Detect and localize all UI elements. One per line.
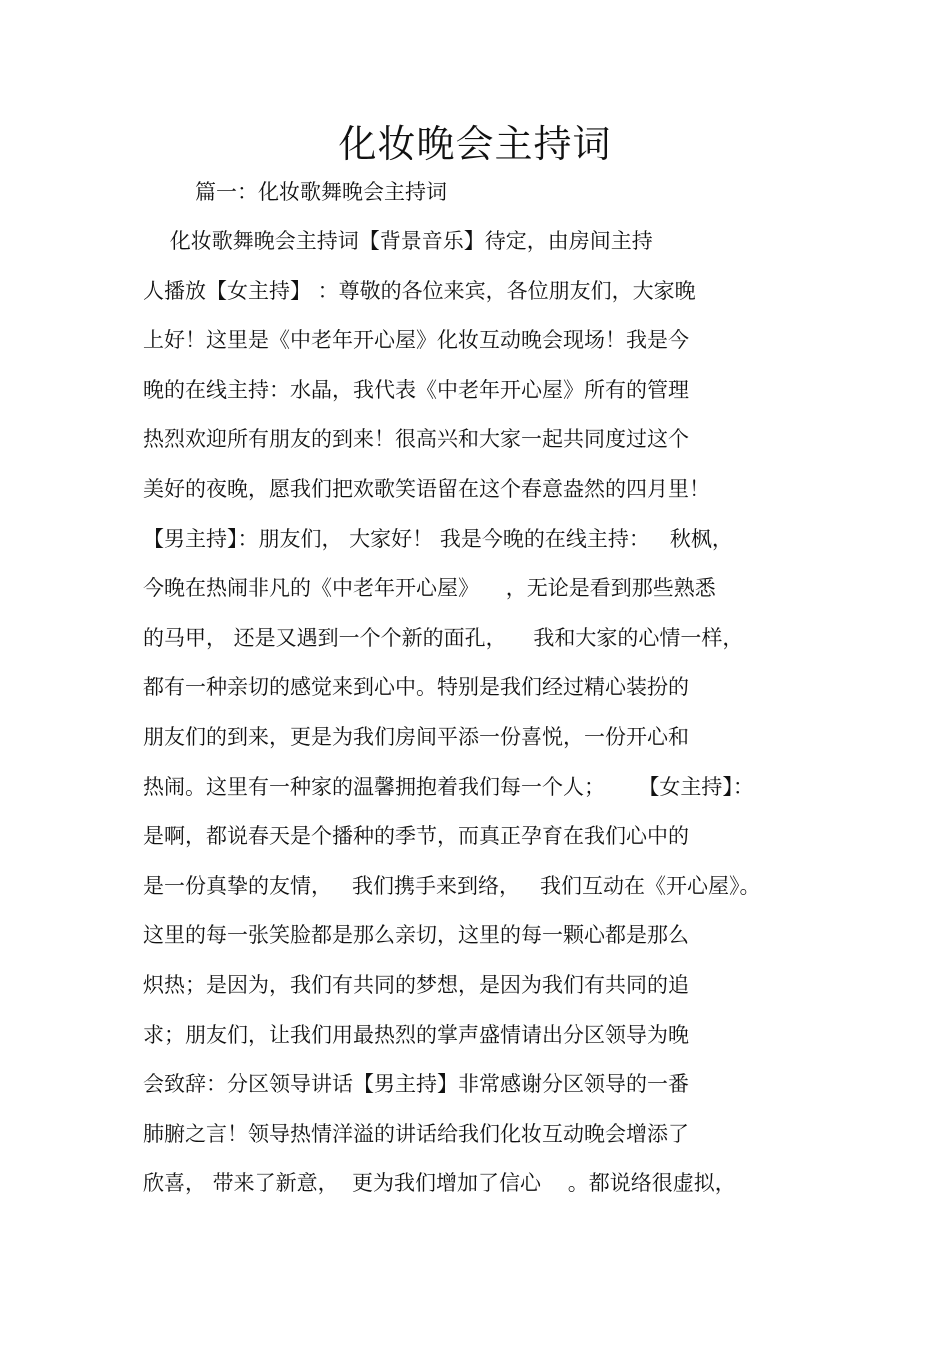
document-body — [143, 224, 823, 1216]
body-line: 是啊，都说春天是个播种的季节，而真正孕育在我们心中的 — [143, 824, 689, 849]
body-line: 朋友们的到来，更是为我们房间平添一份喜悦，一份开心和 — [143, 724, 689, 749]
document-subtitle: 篇一：化妆歌舞晚会主持词 — [195, 180, 447, 204]
body-line: 欣喜， 带来了新意， 更为我们增加了信心 。都说络很虚拟， — [143, 1171, 736, 1196]
body-line: 肺腑之言！领导热情洋溢的讲话给我们化妆互动晚会增添了 — [143, 1121, 689, 1146]
body-line: 会致辞：分区领导讲话【男主持】非常感谢分区领导的一番 — [143, 1072, 689, 1097]
body-line: 化妆歌舞晚会主持词【背景音乐】待定，由房间主持 — [143, 229, 653, 253]
body-line: 【男主持】：朋友们， 大家好！ 我是今晚的在线主持： 秋枫， — [143, 526, 733, 551]
body-line: 都有一种亲切的感觉来到心中。特别是我们经过精心装扮的 — [143, 675, 689, 700]
body-line: 热闹。这里有一种家的温馨拥抱着我们每一个人； 【女主持】： — [143, 774, 754, 799]
body-line: 炽热；是因为，我们有共同的梦想，是因为我们有共同的追 — [143, 972, 689, 997]
body-line: 美好的夜晚，愿我们把欢歌笑语留在这个春意盎然的四月里！ — [143, 476, 710, 501]
body-line: 热烈欢迎所有朋友的到来！很高兴和大家一起共同度过这个 — [143, 427, 689, 452]
body-line: 是一份真挚的友情， 我们携手来到络， 我们互动在《开心屋》。 — [143, 873, 761, 898]
document-title: 化妆晚会主持词 — [338, 122, 612, 166]
body-line: 求；朋友们，让我们用最热烈的掌声盛情请出分区领导为晚 — [143, 1022, 689, 1047]
body-line: 上好！这里是《中老年开心屋》化妆互动晚会现场！我是今 — [143, 328, 689, 353]
body-line: 今晚在热闹非凡的《中老年开心屋》 ，无论是看到那些熟悉 — [143, 576, 716, 601]
body-line: 这里的每一张笑脸都是那么亲切，这里的每一颗心都是那么 — [143, 923, 689, 948]
body-line: 人播放【女主持】 ：尊敬的各位来宾，各位朋友们，大家晚 — [143, 278, 696, 303]
body-line: 的马甲， 还是又遇到一个个新的面孔， 我和大家的心情一样， — [143, 625, 744, 650]
body-line: 晚的在线主持：水晶，我代表《中老年开心屋》所有的管理 — [143, 377, 689, 402]
